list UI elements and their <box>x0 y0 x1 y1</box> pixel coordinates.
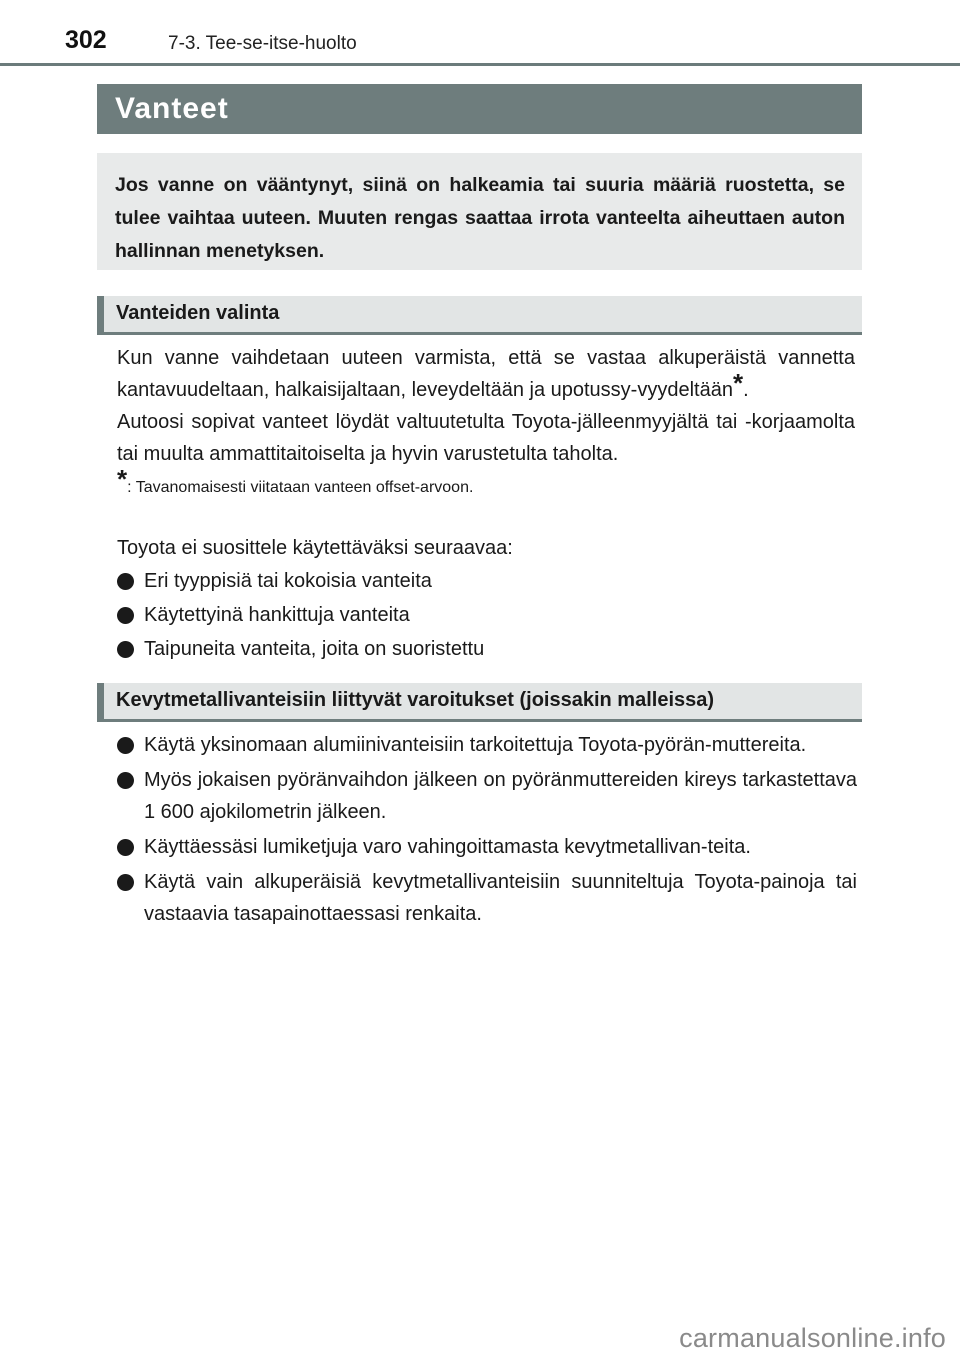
bullet-dot-icon <box>117 772 134 789</box>
selection-paragraph <box>117 342 855 504</box>
list-item <box>117 633 857 665</box>
page-number: 302 <box>65 26 107 54</box>
footnote-text: : Tavanomaisesti viitataan vanteen offset-arvoon. <box>127 479 474 496</box>
list-item <box>117 866 857 930</box>
list-item <box>117 599 857 631</box>
footnote-asterisk: * <box>117 464 128 494</box>
bullet-dot-icon <box>117 641 134 658</box>
title-bar <box>97 84 862 134</box>
bullet-dot-icon <box>117 874 134 891</box>
intro-box <box>97 153 862 270</box>
list-item-text: Käyttäessäsi lumiketjuja varo vahingoittamasta kevytmetallivan-teita. <box>144 836 751 858</box>
list-item-text: Käytä yksinomaan alumiinivanteisiin tarkoitettuja Toyota-pyörän-muttereita. <box>144 734 807 756</box>
watermark: carmanualsonline.info <box>679 1323 946 1353</box>
page-title: Vanteet <box>115 92 229 125</box>
selection-paragraph-text: Kun vanne vaihdetaan uuteen varmista, että se vastaa alkuperäistä vannetta kantavuudeltaan, halkaisijaltaan, leveydeltään ja upotussy-vyydeltään <box>117 347 855 401</box>
list-item <box>117 764 857 828</box>
bullet-dot-icon <box>117 573 134 590</box>
not-recommended-list <box>117 565 857 665</box>
bullet-dot-icon <box>117 839 134 856</box>
bullet-dot-icon <box>117 607 134 624</box>
list-item <box>117 729 857 761</box>
intro-text: Jos vanne on vääntynyt, siinä on halkeamia tai suuria määriä ruostetta, se tulee vaihtaa uuteen. Muuten rengas saattaa irrota vanteelta aiheuttaen auton hallinnan menetyksen. <box>115 174 845 262</box>
header-rule <box>0 63 960 66</box>
breadcrumb: 7-3. Tee-se-itse-huolto <box>168 33 357 54</box>
list-item-text: Käytä vain alkuperäisiä kevytmetallivanteisiin suunniteltuja Toyota-painoja tai vastaavia tasapainottaessasi renkaita. <box>144 871 857 925</box>
bullet-dot-icon <box>117 737 134 754</box>
list-item-text: Käytettyinä hankittuja vanteita <box>144 604 410 626</box>
section-heading-text: Vanteiden valinta <box>116 302 280 324</box>
list-item-text: Taipuneita vanteita, joita on suoristettu <box>144 638 485 660</box>
alloy-warnings-list <box>117 729 857 930</box>
sentence-period: . <box>743 379 749 401</box>
list-item-text: Eri tyyppisiä tai kokoisia vanteita <box>144 570 432 592</box>
section-heading-alloy-warnings <box>97 683 862 719</box>
list-item <box>117 831 857 863</box>
dealer-paragraph-text: Autoosi sopivat vanteet löydät valtuutetulta Toyota-jälleenmyyjältä tai -korjaamolta tai muulta ammattitaitoiselta ja hyvin varustetulta taholta. <box>117 411 855 465</box>
list-item-text: Myös jokaisen pyöränvaihdon jälkeen on pyöränmuttereiden kireys tarkastettava 1 600 ajokilometrin jälkeen. <box>144 769 857 823</box>
section-heading-wheel-selection <box>97 296 862 332</box>
not-recommended-lead: Toyota ei suosittele käytettäväksi seuraavaa: <box>117 537 513 559</box>
section-heading-text: Kevytmetallivanteisiin liittyvät varoitukset (joissakin malleissa) <box>116 689 715 711</box>
list-item <box>117 565 857 597</box>
asterisk-mark: * <box>732 368 744 398</box>
